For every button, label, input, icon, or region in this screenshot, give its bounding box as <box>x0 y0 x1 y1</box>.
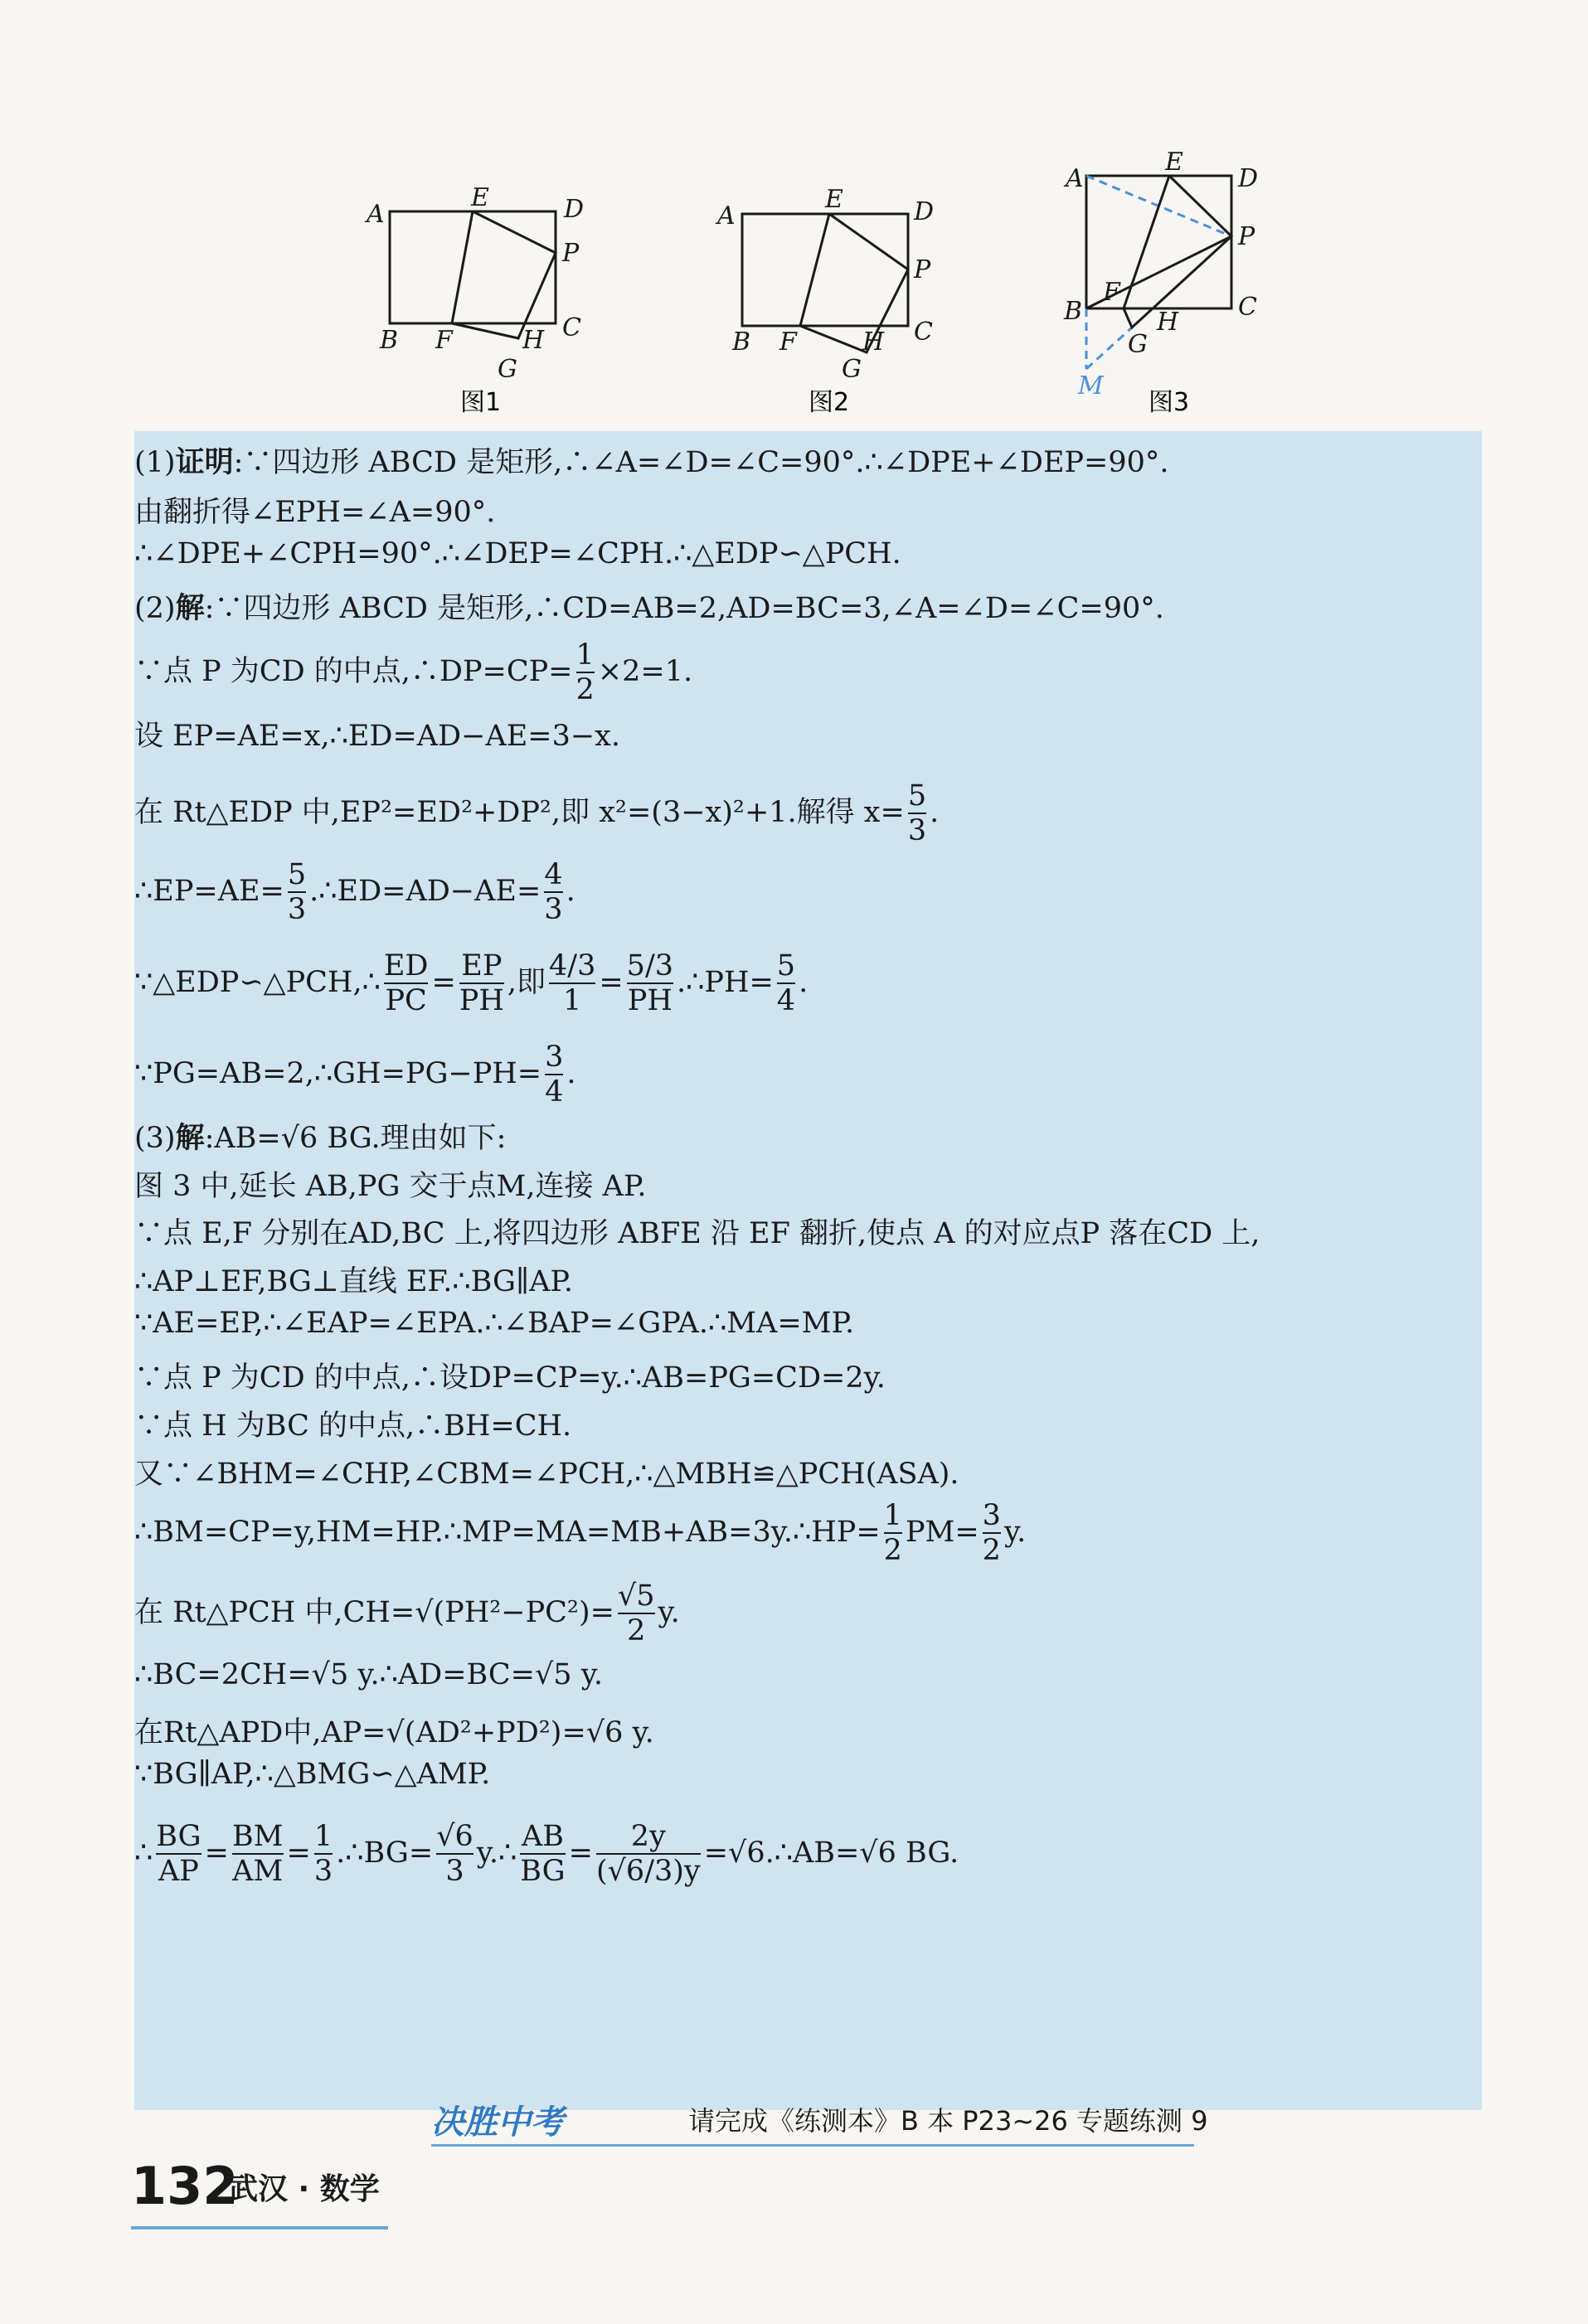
figure-3 <box>1063 148 1258 400</box>
solution-line <box>134 1658 603 1691</box>
exercise-note: 请完成《练测本》B 本 P23~26 专题练测 9 <box>688 2105 1208 2137</box>
svg-text:P: P <box>1238 222 1255 251</box>
svg-text:E: E <box>471 183 489 212</box>
figures-area <box>0 0 1588 431</box>
text-run: . <box>566 1056 576 1090</box>
text-run: ∵PG=AB=2,∴GH=PG−PH= <box>134 1056 542 1090</box>
text-run: ∴EP=AE= <box>134 874 284 908</box>
page-number: 132 <box>131 2156 239 2216</box>
solution-line <box>134 489 495 531</box>
text-run: ∵点 E,F 分别在AD,BC 上,将四边形 ABFE 沿 EF 翻折,使点 A 的对应点P 落在CD 上, <box>134 1217 1260 1250</box>
svg-text:F: F <box>435 326 453 355</box>
brand-logo: 决胜中考 <box>431 2103 564 2142</box>
text-run: ∵BG∥AP,∴△BMG∽△AMP. <box>134 1758 491 1791</box>
text-run: ∴ <box>134 1836 153 1870</box>
fraction: $\frac{4}{3}$ <box>544 858 563 927</box>
fraction: $\frac{3}{4}$ <box>545 1041 564 1109</box>
text-run: 由翻折得∠EPH=∠A=90°. <box>134 496 496 529</box>
solution-line <box>134 1710 654 1751</box>
svg-text:F: F <box>1103 278 1120 307</box>
step-label: 解 <box>175 1122 205 1155</box>
figure-caption: 图1 <box>460 388 502 417</box>
text-run: 图 3 中,延长 AB,PG 交于点M,连接 AP. <box>134 1170 647 1203</box>
text-run: ,即 <box>507 965 546 999</box>
text-run: = <box>568 1836 593 1870</box>
footer-rule <box>431 2144 1194 2147</box>
solution-line <box>134 949 808 1018</box>
page-subtitle: 武汉 · 数学 <box>228 2172 380 2206</box>
solution-line <box>134 439 1169 481</box>
text-run: = <box>599 965 624 999</box>
text-run: y.∴ <box>476 1836 517 1870</box>
text-run: :AB=√6 BG.理由如下: <box>204 1122 507 1155</box>
fraction: $\frac{5}{3}$ <box>907 779 927 848</box>
fraction: $\frac{√6}{3}$ <box>436 1820 473 1889</box>
fraction: $\frac{4/3}{1}$ <box>549 949 596 1018</box>
text-run: ∵点 P 为CD 的中点,∴DP=CP= <box>134 654 573 688</box>
text-run: :∵四边形 ABCD 是矩形,∴CD=AB=2,AD=BC=3,∠A=∠D=∠C=90°. <box>204 592 1164 625</box>
solution-line <box>134 1758 490 1791</box>
svg-text:H: H <box>862 327 885 357</box>
solution-line <box>134 1820 959 1889</box>
text-run: 在 Rt△PCH 中,CH=√(PH²−PC²)= <box>134 1595 614 1629</box>
text-run: . <box>799 965 809 999</box>
text-run: y. <box>1003 1515 1027 1549</box>
text-run: 在 Rt△EDP 中,EP²=ED²+DP²,即 x²=(3−x)²+1.解得 x= <box>134 795 905 829</box>
fraction: $\frac{5}{3}$ <box>287 858 307 927</box>
text-run: .∴PH= <box>677 965 774 999</box>
text-run: 在Rt△APD中,AP=√(AD²+PD²)=√6 y. <box>134 1716 654 1749</box>
svg-text:G: G <box>1128 330 1148 359</box>
text-run: (1) <box>134 446 176 479</box>
text-run: = <box>286 1836 311 1870</box>
svg-text:A: A <box>717 201 736 230</box>
figure-caption: 图3 <box>1149 388 1190 417</box>
figure-1 <box>364 183 584 384</box>
step-label: 证明 <box>175 446 234 479</box>
text-run: = <box>204 1836 229 1870</box>
text-run: ∴AP⊥EF,BG⊥直线 EF.∴BG∥AP. <box>134 1265 574 1298</box>
text-run: = <box>431 965 456 999</box>
text-run: ∵点 P 为CD 的中点,∴设DP=CP=y.∴AB=PG=CD=2y. <box>134 1361 886 1395</box>
solution-line <box>134 585 1164 627</box>
solution-line <box>134 1163 646 1205</box>
svg-text:B: B <box>732 327 751 357</box>
svg-text:E: E <box>825 185 843 214</box>
fraction: $\frac{BM}{AM}$ <box>231 1820 284 1889</box>
svg-text:C: C <box>1238 293 1257 322</box>
solution-line <box>134 1307 854 1340</box>
text-run: . <box>930 795 940 829</box>
svg-text:G: G <box>842 355 862 384</box>
text-run: (3) <box>134 1122 176 1155</box>
text-run: ∴BM=CP=y,HM=HP.∴MP=MA=MB+AB=3y.∴HP= <box>134 1515 881 1549</box>
svg-text:D: D <box>1238 164 1259 193</box>
text-run: .∴BG= <box>336 1836 434 1870</box>
fraction: $\frac{BG}{AP}$ <box>156 1820 202 1889</box>
fraction: $\frac{5}{4}$ <box>776 949 796 1018</box>
svg-text:C: C <box>914 318 933 347</box>
fraction: $\frac{3}{2}$ <box>982 1499 1001 1568</box>
text-run: ×2=1. <box>597 654 693 688</box>
text-run: y. <box>658 1595 680 1629</box>
svg-text:F: F <box>779 327 797 357</box>
text-run: (2) <box>134 592 176 625</box>
svg-text:G: G <box>498 355 517 384</box>
text-run: =√6.∴AB=√6 BG. <box>703 1836 959 1870</box>
text-run: ∵点 H 为BC 的中点,∴BH=CH. <box>134 1409 572 1443</box>
solution-line <box>134 1115 506 1157</box>
solution-line <box>134 858 575 927</box>
text-run: ∵△EDP∽△PCH,∴ <box>134 965 381 999</box>
text-run: 设 EP=AE=x,∴ED=AD−AE=3−x. <box>134 720 621 753</box>
fraction: $\frac{1}{2}$ <box>883 1499 902 1568</box>
fraction: $\frac{√5}{2}$ <box>617 1579 655 1648</box>
svg-text:C: C <box>562 313 581 342</box>
fraction: $\frac{ED}{PC}$ <box>383 949 429 1018</box>
text-run: ∴∠DPE+∠CPH=90°.∴∠DEP=∠CPH.∴△EDP∽△PCH. <box>134 537 901 570</box>
footer-accent <box>131 2226 388 2229</box>
svg-text:A: A <box>1066 164 1084 193</box>
solution-line <box>134 1259 573 1300</box>
fraction: $\frac{2y}{(√6/3)y}$ <box>595 1820 701 1889</box>
svg-text:P: P <box>562 239 580 268</box>
solution-line <box>134 779 939 848</box>
text-run: . <box>566 874 575 908</box>
svg-text:B: B <box>1064 297 1083 326</box>
svg-text:D: D <box>564 195 585 224</box>
solution-line <box>134 1579 680 1648</box>
svg-text:H: H <box>1157 308 1179 337</box>
solution-line <box>134 1355 886 1396</box>
svg-text:D: D <box>914 197 935 226</box>
fraction: $\frac{EP}{PH}$ <box>459 949 504 1018</box>
solution-line <box>134 1211 1260 1252</box>
solution-line <box>134 1403 571 1444</box>
fraction: $\frac{AB}{BG}$ <box>520 1820 566 1889</box>
text-run: ∵AE=EP,∴∠EAP=∠EPA.∴∠BAP=∠GPA.∴MA=MP. <box>134 1307 855 1340</box>
fraction: $\frac{1}{2}$ <box>575 638 595 707</box>
solution-line <box>134 1499 1026 1568</box>
svg-text:H: H <box>522 326 545 355</box>
svg-text:E: E <box>1165 148 1183 177</box>
solution-line <box>134 1041 576 1109</box>
solution-line <box>134 638 692 707</box>
figure-caption: 图2 <box>809 388 850 417</box>
text-run: ∴BC=2CH=√5 y.∴AD=BC=√5 y. <box>134 1658 603 1691</box>
solution-line <box>134 713 620 754</box>
text-run: :∵四边形 ABCD 是矩形,∴∠A=∠D=∠C=90°.∴∠DPE+∠DEP=90°. <box>233 446 1169 479</box>
svg-text:P: P <box>914 255 931 284</box>
figure-2 <box>715 185 934 384</box>
solution-line <box>134 1451 959 1492</box>
svg-text:B: B <box>380 326 399 355</box>
solution-line <box>134 537 901 570</box>
fraction: $\frac{5/3}{PH}$ <box>626 949 673 1018</box>
text-run: PM= <box>905 1515 979 1549</box>
step-label: 解 <box>175 592 205 625</box>
svg-text:A: A <box>367 200 385 229</box>
svg-text:M: M <box>1078 371 1104 400</box>
text-run: .∴ED=AD−AE= <box>309 874 541 908</box>
text-run: 又∵∠BHM=∠CHP,∠CBM=∠PCH,∴△MBH≌△PCH(ASA). <box>134 1458 959 1491</box>
fraction: $\frac{1}{3}$ <box>313 1820 333 1889</box>
